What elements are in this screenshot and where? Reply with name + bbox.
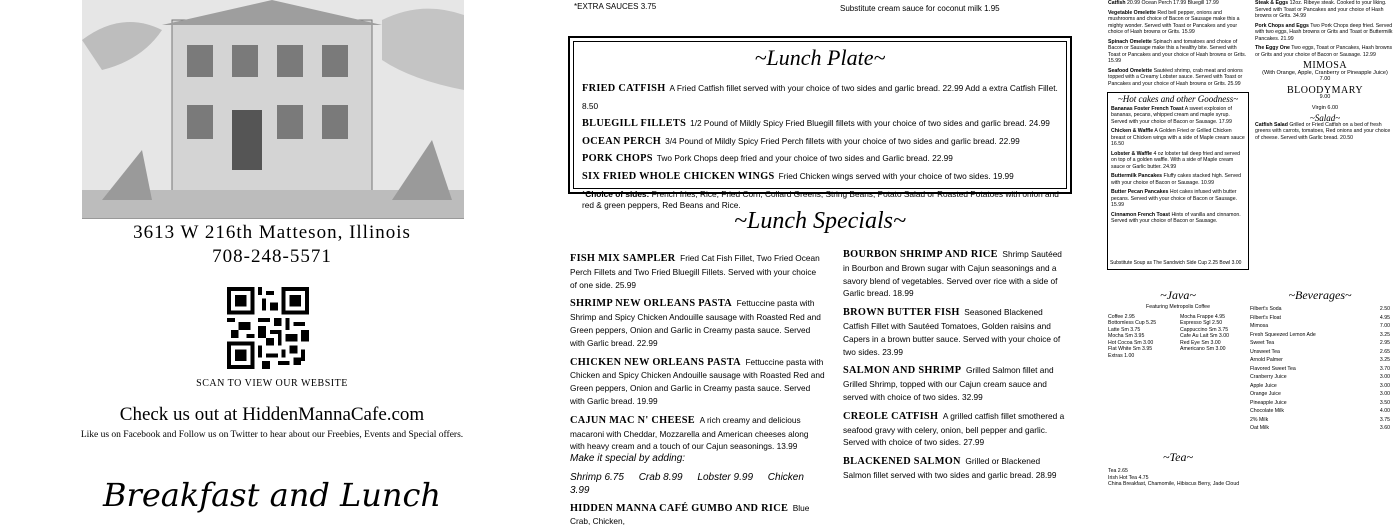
beverage-price: 3.00	[1379, 382, 1390, 389]
menu-item-name: BLUEGILL FILLETS	[582, 118, 687, 129]
menu-item-name: Lobster & Waffle	[1111, 150, 1153, 157]
menu-item-name: Catfish Salad	[1255, 121, 1288, 128]
beverage-price: 3.50	[1379, 399, 1390, 406]
beverage-name: Oat Milk	[1250, 425, 1270, 431]
beverage-name: Fresh Squeezed Lemon Ade	[1250, 331, 1316, 338]
beverage-price: 2.50	[1379, 306, 1390, 312]
java-subtitle: Featuring Metropolis Coffee	[1146, 304, 1210, 310]
menu-item-desc: Red bell pepper, onions and mushrooms and choice of Bacon or Sausage make this a mighty wonder. Served with Toast or Pancakes and your choice of Hash browns or Grits. 15.99	[1108, 9, 1240, 35]
menu-item-desc: Hints of vanilla and cinnamon. Served with your choice of Bacon or Sausage.	[1111, 211, 1241, 224]
java-item: Mocha Sm 3.95	[1108, 333, 1145, 339]
menu-item-name: OCEAN PERCH	[582, 135, 662, 147]
addon-list	[570, 472, 825, 498]
lunch-plate-list	[582, 80, 1060, 211]
menu-item-desc: A grilled catfish fillet smothered a seafood gravy with celery, onion, bell pepper and garlic. Served with choice of two sides. 27.99	[843, 410, 1065, 448]
restaurant-phone: 708-248-5571	[212, 246, 332, 267]
menu-item-desc: Grilled or Fried Catfish on a bed of fresh greens with carrots, tomatoes, Red onions and your choice of cheese. Served with Garlic bread. 20.50	[1255, 121, 1391, 141]
menu-item	[1111, 173, 1245, 186]
menu-item-desc: Shrimp Sautéed in Bourbon and Brown sugar with Cajun seasonings and a savory blend of vegetables. Served over rice with a side of Garlic bread. 18.99	[843, 249, 1062, 299]
menu-item-desc: Fettuccine pasta with Shrimp and Spicy Chicken Andouille sausage with Roasted Red and Green peppers, Onion and Garlic in Creamy pasta sauce. Served with Garlic bread. 22.99	[570, 298, 821, 348]
restaurant-photo	[82, 0, 464, 219]
scan-instruction: SCAN TO VIEW OUR WEBSITE	[196, 378, 348, 389]
qr-code-icon[interactable]	[227, 287, 309, 369]
lunch-plate-title: ~Lunch Plate~	[754, 45, 886, 70]
menu-item-name: Pork Chops and Eggs	[1255, 22, 1309, 29]
addon-item: Lobster 9.99	[697, 471, 754, 483]
menu-item-name: Steak & Eggs	[1255, 0, 1289, 6]
menu-item-desc: Fettuccine pasta with Chicken and Spicy Chicken Andouille sausage with Roasted Red and Green peppers, Onion and Garlic in Creamy pasta sauce. Served with Garlic bread. 19.99	[570, 356, 825, 406]
breakfast-lunch-title: Breakfast and Lunch	[103, 476, 441, 514]
menu-item-name: BLACKENED SALMON	[843, 456, 961, 468]
menu-item	[570, 297, 825, 349]
menu-item-desc: Fried Cat Fish Fillet, Two Fried Ocean Perch Fillets and Two Fried Bluegill Fillets. Served with your choice of one side. 25.99	[570, 253, 820, 290]
menu-item-name: Cinnamon French Toast	[1111, 211, 1170, 218]
bloodymary-title: BLOODYMARY	[1286, 84, 1364, 96]
menu-item-desc: Fried Chicken wings served with your choice of two sides. 19.99	[778, 170, 1014, 181]
menu-item-desc: Two eggs, Toast or Pancakes, Hash browns or Grits and your choice of Bacon or Sausage. 12.99	[1255, 45, 1393, 58]
java-item: Cafe Au Lait Sm 3.00	[1180, 333, 1230, 339]
menu-item	[1108, 68, 1248, 88]
beverage-row	[1250, 315, 1390, 322]
beverage-row	[1250, 340, 1390, 347]
menu-item	[1108, 0, 1248, 7]
beverage-price: 4.95	[1379, 314, 1390, 321]
menu-item	[843, 248, 1065, 300]
java-item: Espresso Sgl 2.50	[1180, 320, 1223, 326]
beverage-name: Sweet Tea	[1250, 340, 1275, 346]
menu-item	[1111, 189, 1245, 209]
java-item: Mocha Frappe 4.95	[1180, 313, 1225, 320]
menu-item	[1108, 39, 1248, 65]
beverage-price: 3.25	[1379, 357, 1390, 363]
tea-item: Irish Hot Tea 4.75	[1108, 474, 1149, 481]
menu-item-name: HIDDEN MANNA CAFÉ GUMBO AND RICE	[570, 502, 789, 514]
menu-item-name: FISH MIX SAMPLER	[570, 253, 676, 264]
java-item: Latte Sm 3.75	[1108, 326, 1141, 333]
menu-item-name: CHICKEN NEW ORLEANS PASTA	[570, 356, 741, 368]
menu-item-desc: Two Pork Chops deep fried. Served with two eggs, Hash browns or Grits and Toast or Buttermilk Pancakes. 21.99	[1255, 22, 1393, 42]
menu-item-name: Butter Pecan Pancakes	[1111, 189, 1169, 195]
beverage-price: 3.60	[1379, 425, 1390, 431]
menu-item	[1108, 10, 1248, 36]
menu-item-desc: A Golden Fried or Grilled Chicken breast or Chicken wings with a side of Maple cream sauce 16.50	[1111, 128, 1245, 147]
mimosa-title: MIMOSA	[1302, 60, 1348, 71]
menu-item-name: Seafood Omelette	[1108, 67, 1153, 74]
beverage-name: Arnold Palmer	[1250, 357, 1283, 363]
menu-item	[582, 150, 1060, 168]
menu-item-desc: 1/2 Pound of Mildly Spicy Fried Bluegill fillets with your choice of two sides and garlic bread. 24.99	[690, 118, 1050, 128]
beverage-name: Apple Juice	[1250, 382, 1277, 389]
menu-item	[843, 306, 1065, 358]
menu-item-name: Bananas Foster French Toast	[1111, 105, 1184, 112]
beverage-name: Orange Juice	[1250, 391, 1281, 397]
beverage-row	[1250, 306, 1390, 313]
beverage-price: 4.00	[1379, 408, 1390, 414]
addon-item: Shrimp 6.75	[570, 471, 624, 483]
menu-item	[1255, 45, 1395, 58]
menu-item-desc: A rich creamy and delicious macaroni with Cheddar, Mozzarella and American cheeses along with heavy cream and a touch of our Cajun seasonings. 13.99	[570, 414, 809, 452]
java-item: Red Eye Sm 3.00	[1180, 339, 1221, 346]
lunch-plate-box	[568, 36, 1072, 210]
beverage-row	[1250, 357, 1390, 364]
java-title: ~Java~	[1160, 288, 1196, 302]
java-item: Americano Sm 3.00	[1180, 346, 1226, 352]
menu-item	[1255, 23, 1395, 43]
java-item: Flat White Sm 3.95	[1108, 346, 1153, 352]
beverage-name: Chocolate Milk	[1250, 408, 1285, 414]
menu-item-desc: Grilled Salmon fillet and Grilled Shrimp, topped with our Cajun cream sauce and served with choice of two sides. 32.99	[843, 365, 1054, 402]
java-menu	[1108, 304, 1248, 359]
menu-item	[570, 414, 825, 453]
beverage-row	[1250, 323, 1390, 330]
menu-item-desc: Seasoned Blackened Catfish Fillet with Sautéed Tomatoes, Golden raisins and Capers in a brown butter sauce. Served with your choice of two sides. 23.99	[843, 307, 1061, 357]
beverage-row	[1250, 408, 1390, 415]
beverage-price: 3.75	[1379, 416, 1390, 423]
soup-substitute-note: Substitute Soup as The Sandwich Side Cup 2.25 Bowl 3.00	[1110, 259, 1242, 266]
breakfast-right-column	[1255, 0, 1395, 144]
java-item: Extras 1.00	[1108, 352, 1135, 359]
menu-item	[1111, 151, 1245, 171]
beverage-name: Cranberry Juice	[1250, 374, 1287, 380]
menu-item	[570, 356, 825, 408]
menu-item	[843, 364, 1065, 403]
beverage-price: 3.00	[1379, 374, 1390, 380]
menu-item-desc: Two Pork Chops deep fried and your choice of two sides and Garlic bread. 22.99	[656, 153, 953, 163]
menu-item-desc: A Fried Catfish fillet served with your choice of two sides and garlic bread. 22.99 Add a extra Catfish Fillet. 8.50	[582, 83, 1058, 111]
beverage-price: 2.65	[1379, 348, 1390, 355]
menu-item-desc: A sweet explosion of bananas, pecans, whipped cream and maple syrup. Served with your choice of Bacon or Sausage. 17.99	[1111, 105, 1232, 125]
beverage-name: Flavored Sweet Tea	[1250, 365, 1296, 372]
social-media-note: Like us on Facebook and Follow us on Twitter to hear about our Freebies, Events and Special offers.	[80, 430, 464, 440]
menu-item	[1255, 122, 1395, 142]
beverage-name: Filbert's Soda	[1250, 306, 1282, 312]
sides-label: *Choice of sides:	[582, 189, 650, 199]
beverages-menu	[1250, 306, 1390, 434]
specials-right-column	[843, 248, 1065, 488]
menu-item	[582, 168, 1060, 186]
bloodymary-virgin: Virgin 6.00	[1311, 104, 1339, 111]
menu-item	[582, 133, 1060, 151]
beverage-price: 3.70	[1379, 365, 1390, 372]
menu-item-name: BOURBON SHRIMP AND RICE	[843, 249, 998, 260]
menu-item	[843, 410, 1065, 449]
menu-item-name: BROWN BUTTER FISH	[843, 307, 960, 319]
tea-title: ~Tea~	[1163, 450, 1193, 464]
website-link[interactable]: Check us out at HiddenMannaCafe.com	[119, 404, 425, 425]
menu-item-desc: Hot cakes infused with butter pecans. Served with your choice of Bacon or Sausage. 15.99	[1111, 189, 1238, 208]
menu-item	[1111, 128, 1245, 148]
coconut-milk-note: Substitute cream sauce for coconut milk 1.95	[840, 4, 1000, 13]
menu-item-name: Catfish	[1108, 0, 1126, 6]
beverage-row	[1250, 400, 1390, 407]
restaurant-address: 3613 W 216th Matteson, Illinois	[133, 222, 411, 243]
menu-item-name: The Eggy One	[1255, 45, 1290, 51]
bloodymary-price: 9.00	[1319, 94, 1331, 100]
menu-item-name: Vegetable Omelette	[1108, 9, 1156, 16]
menu-item	[1111, 106, 1245, 126]
beverage-row	[1250, 425, 1390, 432]
menu-item-desc: Blue Crab, Chicken,	[570, 502, 810, 527]
menu-item	[1255, 0, 1395, 20]
tea-item: China Breakfast, Chamomile, Hibiscus Berry, Jade Cloud	[1108, 481, 1240, 487]
sides-list: French fries, Rice, Fried Corn, Collard Greens, String Beans, Potato Salad or Roasted Potatoes with onion and red & green peppers, Red Beans and Rice.	[582, 189, 1059, 210]
addon-item: Chicken 3.99	[570, 471, 804, 496]
menu-item	[1111, 212, 1245, 225]
beverage-name: Pineapple Juice	[1250, 399, 1287, 406]
menu-item-desc: Grilled or Blackened Salmon fillet served with two sides and garlic bread. 28.99	[843, 456, 1057, 480]
menu-item-name: FRIED CATFISH	[582, 83, 666, 94]
menu-item-name: CAJUN MAC N' CHEESE	[570, 414, 695, 426]
beverage-name: Filbert's Float	[1250, 314, 1281, 321]
menu-item-desc: Fluffy cakes stacked high. Served with your choice of Bacon or Sausage. 10.99	[1111, 173, 1241, 186]
menu-item	[570, 502, 825, 528]
menu-item-name: Chicken & Waffle	[1111, 128, 1154, 134]
mimosa-sub: (With Orange, Apple, Cranberry or Pineapple Juice)	[1262, 69, 1388, 76]
hot-cakes-title: ~Hot cakes and other Goodness~	[1117, 94, 1239, 104]
menu-item-desc: Sautéed shrimp, crab meat and onions topped with a Creamy Lobster sauce. Served with Toast or Pancakes and your choice of Hash browns or Grits. 25.99	[1108, 67, 1243, 87]
java-item: Cappuccino Sm 3.75	[1180, 326, 1229, 333]
menu-item-desc: Spinach and tomatoes and choice of Bacon or Sausage make this a healthy bite. Served with Toast or Pancakes and your choice of Hash browns or Grits. 15.99	[1108, 38, 1247, 64]
beverage-row	[1250, 383, 1390, 390]
menu-item-name: SALMON AND SHRIMP	[843, 365, 962, 377]
lunch-specials-title: ~Lunch Specials~	[734, 208, 906, 234]
menu-item-name: SHRIMP NEW ORLEANS PASTA	[570, 298, 732, 310]
beverage-row	[1250, 366, 1390, 373]
java-item: Bottomless Cup 5.25	[1108, 320, 1157, 326]
menu-item-desc: 3/4 Pound of Mildly Spicy Fried Perch fillets with your choice of two sides and garlic bread. 22.99	[665, 135, 1020, 146]
beverages-title: ~Beverages~	[1288, 288, 1352, 302]
menu-item-name: Spinach Omelette	[1108, 38, 1152, 45]
beverage-row	[1250, 391, 1390, 398]
menu-item	[843, 455, 1065, 482]
java-item: Hot Cocoa Sm 3.00	[1108, 339, 1154, 346]
menu-item	[582, 115, 1060, 133]
salad-title: ~Salad~	[1309, 113, 1341, 123]
menu-item-name: SIX FRIED WHOLE CHICKEN WINGS	[582, 170, 775, 182]
beverage-name: Mimosa	[1250, 323, 1269, 329]
beverage-row	[1250, 349, 1390, 356]
beverage-row	[1250, 417, 1390, 424]
beverage-row	[1250, 332, 1390, 339]
menu-item-name: CREOLE CATFISH	[843, 410, 939, 422]
beverage-name: Unsweet Tea	[1250, 348, 1280, 355]
beverage-row	[1250, 374, 1390, 381]
menu-item-desc: 4 oz lobster tail deep fried and served on top of a golden waffle. With a side of Maple cream sauce or Garlic butter. 24.99	[1111, 150, 1240, 170]
beverage-price: 3.00	[1379, 391, 1390, 397]
menu-item	[570, 252, 825, 291]
beverage-price: 7.00	[1379, 323, 1390, 329]
addon-item: Crab 8.99	[638, 471, 683, 483]
menu-item-name: PORK CHOPS	[582, 153, 653, 164]
mimosa-price: 7.00	[1319, 76, 1331, 82]
beverage-name: 2% Milk	[1250, 416, 1269, 423]
specials-left-column	[570, 252, 825, 528]
beverage-price: 3.25	[1379, 331, 1390, 338]
special-note: Make it special by adding:	[570, 453, 686, 465]
tea-item: Tea 2.65	[1108, 468, 1128, 474]
extra-sauces-note: *EXTRA SAUCES 3.75	[574, 2, 657, 11]
tea-menu	[1108, 468, 1248, 488]
java-item: Coffee 2.95	[1108, 313, 1135, 320]
menu-item-desc: 20.99 Ocean Perch 17.99 Bluegill 17.99	[1127, 0, 1219, 6]
menu-item-desc: 12oz. Ribeye steak. Cooked to your liking. Served with Toast or Pancakes and your choice of Hash browns or Grits. 34.99	[1255, 0, 1387, 19]
menu-item	[582, 80, 1060, 115]
breakfast-column	[1108, 0, 1248, 90]
beverage-price: 2.95	[1379, 340, 1390, 346]
menu-item-name: Buttermilk Pancakes	[1111, 173, 1163, 179]
hot-cakes-box	[1107, 92, 1249, 270]
